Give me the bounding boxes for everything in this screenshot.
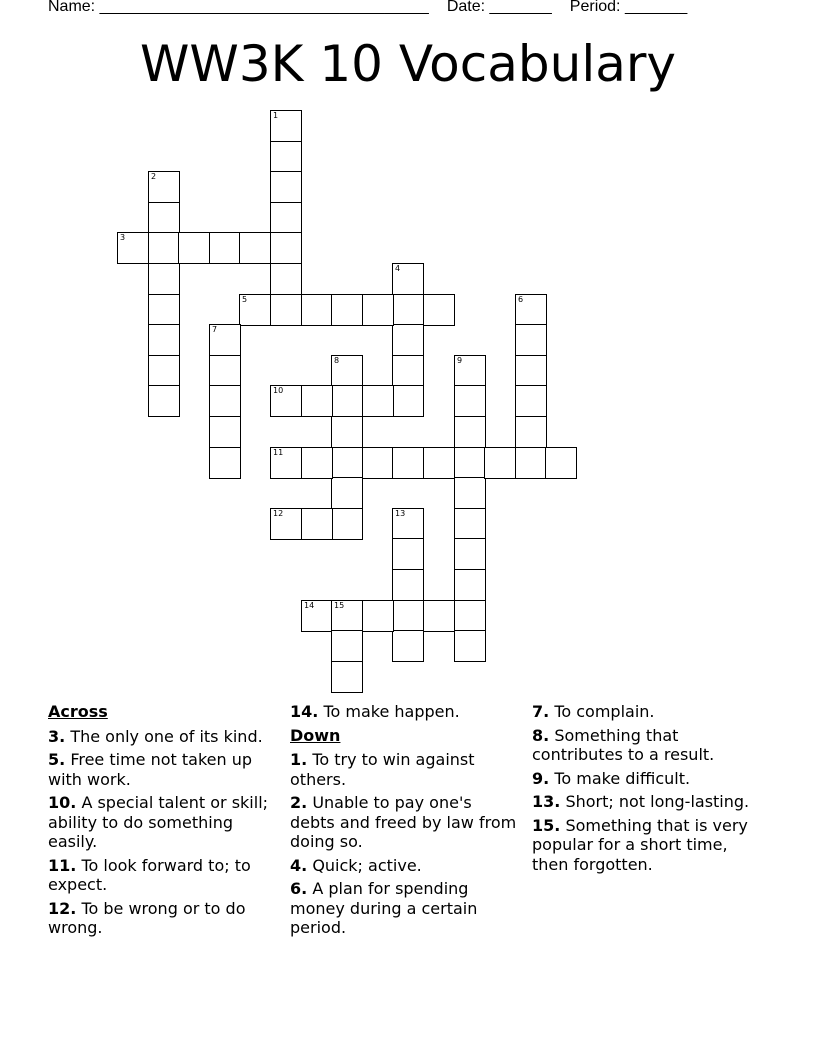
cell-number: 12 — [273, 509, 284, 518]
grid-cell[interactable] — [423, 600, 455, 632]
grid-cell[interactable] — [423, 294, 455, 326]
grid-cell[interactable] — [148, 263, 180, 295]
grid-cell[interactable] — [331, 355, 363, 387]
grid-cell[interactable] — [148, 202, 180, 234]
clue-across-14 — [290, 702, 518, 722]
date-line: Date: _______ — [446, 0, 552, 15]
grid-cell[interactable] — [270, 508, 302, 540]
grid-cell[interactable] — [301, 385, 333, 417]
clue-text: To try to win against others. — [290, 750, 475, 789]
clue-number: 14. — [290, 702, 319, 721]
grid-cell[interactable] — [515, 385, 547, 417]
cell-number: 2 — [151, 172, 157, 181]
grid-cell[interactable] — [545, 447, 577, 479]
clues-column-3 — [532, 702, 768, 878]
grid-cell[interactable] — [178, 232, 210, 264]
grid-cell[interactable] — [331, 661, 363, 693]
grid-cell[interactable] — [423, 447, 455, 479]
grid-cell[interactable] — [270, 202, 302, 234]
clue-text: Unable to pay one's debts and freed by law from doing so. — [290, 793, 517, 851]
grid-cell[interactable] — [148, 324, 180, 356]
clue-down-7 — [532, 702, 768, 722]
grid-cell[interactable] — [209, 416, 241, 448]
grid-cell[interactable] — [331, 600, 363, 632]
cell-number: 3 — [120, 233, 126, 242]
grid-cell[interactable] — [239, 294, 271, 326]
clue-text: To make happen. — [323, 702, 460, 721]
grid-cell[interactable] — [301, 447, 333, 479]
clue-down-1 — [290, 750, 518, 789]
clues-column-2 — [290, 702, 518, 942]
grid-cell[interactable] — [392, 508, 424, 540]
clue-number: 12. — [48, 898, 77, 918]
down-heading: Down — [290, 725, 341, 745]
period-line: Period: _______ — [569, 0, 688, 15]
clue-down-13 — [532, 792, 768, 812]
clue-number: 4. — [290, 855, 308, 875]
clues-column-1 — [48, 702, 276, 942]
clue-number: 5. — [48, 750, 66, 769]
grid-cell[interactable] — [270, 110, 302, 142]
clue-text: To make difficult. — [554, 768, 691, 788]
grid-cell[interactable] — [454, 447, 486, 479]
clue-across-3 — [48, 727, 276, 747]
grid-cell[interactable] — [454, 630, 486, 662]
grid-cell[interactable] — [270, 232, 302, 264]
grid-cell[interactable] — [270, 447, 302, 479]
grid-cell[interactable] — [148, 171, 180, 203]
grid-cell[interactable] — [454, 416, 486, 448]
cell-number: 13 — [395, 509, 406, 518]
grid-cell[interactable] — [392, 355, 424, 387]
clue-text: Something that is very popular for a short time, then forgotten. — [532, 815, 748, 874]
grid-cell[interactable] — [392, 600, 424, 632]
grid-cell[interactable] — [392, 263, 424, 295]
grid-cell[interactable] — [331, 416, 363, 448]
clue-text: The only one of its kind. — [70, 726, 263, 746]
clue-down-15 — [532, 816, 768, 875]
grid-cell[interactable] — [209, 355, 241, 387]
grid-cell[interactable] — [270, 141, 302, 173]
clue-across-11 — [48, 856, 276, 895]
cell-number: 15 — [334, 601, 345, 610]
grid-cell[interactable] — [209, 385, 241, 417]
grid-cell[interactable] — [148, 355, 180, 387]
grid-cell[interactable] — [392, 385, 424, 417]
clue-text: Free time not taken up with work. — [48, 750, 253, 789]
clue-number: 2. — [290, 793, 308, 812]
across-heading: Across — [48, 702, 108, 721]
grid-cell[interactable] — [331, 630, 363, 662]
grid-cell[interactable] — [301, 508, 333, 540]
cell-number: 11 — [273, 448, 284, 457]
clue-number: 15. — [532, 815, 561, 835]
grid-cell[interactable] — [209, 447, 241, 479]
grid-cell[interactable] — [392, 538, 424, 570]
cell-number: 9 — [457, 356, 463, 365]
grid-cell[interactable] — [331, 508, 363, 540]
grid-cell[interactable] — [392, 447, 424, 479]
grid-cell[interactable] — [270, 294, 302, 326]
grid-cell[interactable] — [392, 294, 424, 326]
clue-text: To be wrong or to do wrong. — [48, 898, 246, 937]
clue-number: 6. — [290, 879, 308, 898]
grid-cell[interactable] — [392, 630, 424, 662]
clue-text: To look forward to; to expect. — [48, 855, 251, 894]
clue-down-9 — [532, 769, 768, 789]
grid-cell[interactable] — [331, 477, 363, 509]
clue-text: A special talent or skill; ability to do something easily. — [48, 793, 269, 851]
cell-number: 14 — [304, 601, 315, 610]
grid-cell[interactable] — [209, 324, 241, 356]
grid-cell[interactable] — [148, 232, 180, 264]
grid-cell[interactable] — [454, 477, 486, 509]
grid-cell[interactable] — [454, 569, 486, 601]
grid-cell[interactable] — [301, 294, 333, 326]
cell-number: 7 — [212, 325, 218, 334]
clue-down-2 — [290, 793, 518, 852]
grid-cell[interactable] — [454, 600, 486, 632]
cell-number: 8 — [334, 356, 340, 365]
page-title: WW3K 10 Vocabulary — [139, 35, 677, 93]
clue-across-10 — [48, 793, 276, 852]
cell-number: 10 — [273, 386, 284, 395]
name-line: Name: _____________________________________ — [48, 0, 429, 15]
clue-number: 13. — [532, 792, 561, 811]
clue-number: 1. — [290, 750, 308, 769]
grid-cell[interactable] — [392, 324, 424, 356]
grid-cell[interactable] — [148, 385, 180, 417]
grid-cell[interactable] — [515, 294, 547, 326]
clue-text: Quick; active. — [312, 855, 422, 875]
grid-cell[interactable] — [270, 171, 302, 203]
grid-cell[interactable] — [484, 447, 516, 479]
grid-cell[interactable] — [301, 600, 333, 632]
clue-text: To complain. — [554, 702, 655, 721]
cell-number: 6 — [518, 295, 524, 304]
cell-number: 5 — [242, 295, 248, 304]
clue-down-6 — [290, 879, 518, 938]
grid-cell[interactable] — [148, 294, 180, 326]
grid-cell[interactable] — [515, 447, 547, 479]
clue-number: 3. — [48, 726, 66, 746]
cell-number: 1 — [273, 111, 279, 120]
grid-cell[interactable] — [454, 508, 486, 540]
clue-text: Short; not long-lasting. — [565, 792, 750, 811]
clue-number: 10. — [48, 793, 77, 812]
grid-cell[interactable] — [454, 355, 486, 387]
grid-cell[interactable] — [362, 385, 394, 417]
grid-cell[interactable] — [362, 447, 394, 479]
clue-across-5 — [48, 750, 276, 789]
grid-cell[interactable] — [362, 294, 394, 326]
grid-cell[interactable] — [515, 355, 547, 387]
grid-cell[interactable] — [331, 294, 363, 326]
grid-cell[interactable] — [117, 232, 149, 264]
cell-number: 4 — [395, 264, 401, 273]
grid-cell[interactable] — [392, 569, 424, 601]
clue-number: 8. — [532, 725, 550, 745]
clue-text: Something that contributes to a result. — [532, 725, 715, 764]
clue-number: 7. — [532, 702, 550, 721]
clue-across-12 — [48, 899, 276, 938]
clue-down-4 — [290, 856, 518, 876]
grid-cell[interactable] — [515, 324, 547, 356]
clue-number: 9. — [532, 768, 550, 788]
clue-number: 11. — [48, 855, 77, 875]
grid-cell[interactable] — [454, 385, 486, 417]
grid-cell[interactable] — [331, 447, 363, 479]
grid-cell[interactable] — [362, 600, 394, 632]
grid-cell[interactable] — [454, 538, 486, 570]
grid-cell[interactable] — [331, 385, 363, 417]
grid-cell[interactable] — [270, 263, 302, 295]
grid-cell[interactable] — [239, 232, 271, 264]
grid-cell[interactable] — [209, 232, 241, 264]
clue-text: A plan for spending money during a certain period. — [290, 879, 478, 937]
clue-down-8 — [532, 726, 768, 765]
grid-cell[interactable] — [515, 416, 547, 448]
grid-cell[interactable] — [270, 385, 302, 417]
